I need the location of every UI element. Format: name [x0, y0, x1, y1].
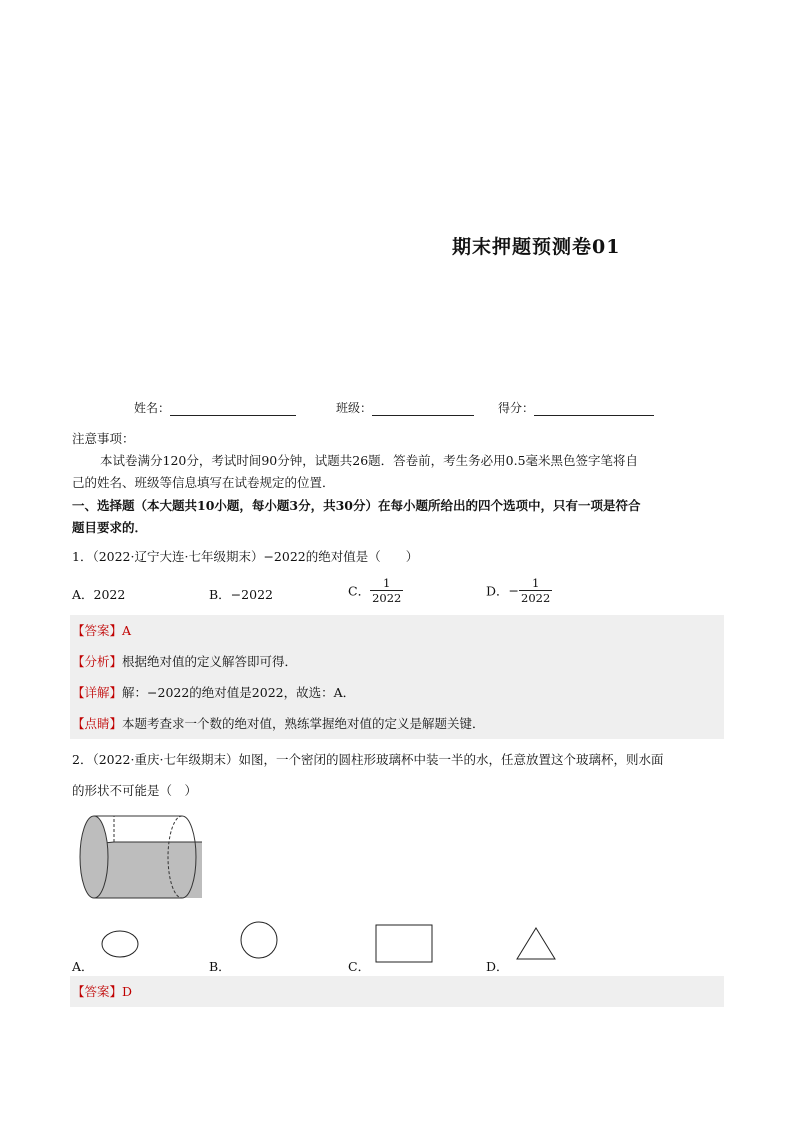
q1-option-c-denominator: 2022	[372, 591, 402, 605]
section1-line1: 一、选择题（本大题共10小题，每小题3分，共30分）在每小题所给出的四个选项中，只有一项是符合	[72, 498, 641, 513]
q2-option-b-label: B．	[209, 959, 231, 974]
name-field	[134, 399, 296, 416]
circle-shape-icon	[238, 920, 282, 962]
q1-comment-text: 本题考查求一个数的绝对值，熟练掌握绝对值的定义是解题关键．	[122, 716, 485, 731]
q1-option-d-label: D．	[486, 583, 509, 599]
q1-comment-tag: 【点睛】	[72, 716, 123, 731]
q1-option-d-sign: −	[508, 583, 520, 598]
class-label: 班级：	[336, 401, 373, 415]
q2-answer-value: D	[122, 984, 133, 999]
q1-detail-text: 解：−2022的绝对值是2022，故选：A．	[122, 685, 356, 700]
q1-option-c-numerator: 1	[383, 576, 391, 590]
q2-stem-line1: 2．（2022·重庆·七年级期末）如图，一个密闭的圆柱形玻璃杯中装一半的水，任意放置这个玻璃杯，则水面	[72, 752, 664, 767]
q1-option-a-label: A．	[72, 587, 94, 602]
class-blank	[372, 402, 474, 416]
q1-option-c-label: C．	[348, 583, 371, 599]
q1-analysis-tag: 【分析】	[72, 654, 123, 669]
q1-analysis-row	[70, 646, 724, 677]
q1-comment-row	[70, 708, 724, 739]
q1-option-b-value: −2022	[230, 587, 273, 602]
q1-option-a	[72, 585, 125, 603]
triangle-shape-icon	[516, 926, 558, 962]
page-title: 期末押题预测卷01	[452, 236, 621, 258]
q1-stem: 1．（2022·辽宁大连·七年级期末）−2022的绝对值是（ ）	[72, 549, 419, 564]
q1-detail-tag: 【详解】	[72, 685, 123, 700]
q1-option-a-value: 2022	[93, 587, 126, 602]
q1-analysis-text: 根据绝对值的定义解答即可得．	[122, 654, 298, 669]
q1-answer-block	[70, 615, 724, 739]
ellipse-shape-icon	[100, 928, 142, 960]
name-blank	[170, 402, 296, 416]
score-field	[498, 399, 654, 416]
section1-line2: 题目要求的．	[72, 520, 148, 535]
q1-option-d	[486, 576, 552, 605]
notice-heading: 注意事项：	[72, 431, 135, 446]
score-blank	[534, 402, 654, 416]
q1-option-b-label: B．	[209, 587, 231, 602]
q1-detail-row	[70, 677, 724, 708]
q1-option-c-fraction	[370, 576, 403, 605]
q1-option-b	[209, 585, 273, 603]
class-field	[336, 399, 474, 416]
q2-answer-block	[70, 976, 724, 1007]
cylinder-left-end	[80, 816, 108, 898]
q1-answer-tag: 【答案】	[72, 623, 123, 638]
rectangle-shape-icon	[375, 924, 435, 964]
q1-option-c	[348, 576, 403, 605]
q2-stem-line2: 的形状不可能是（ ）	[72, 783, 198, 798]
q2-option-a-label: A．	[72, 959, 94, 974]
notice-line1: 本试卷满分120分，考试时间90分钟，试题共26题．答卷前，考生务必用0.5毫米黑色签字笔将自	[100, 453, 639, 468]
score-label: 得分：	[498, 401, 535, 415]
name-label: 姓名：	[134, 401, 171, 415]
q1-answer-row	[70, 615, 724, 646]
q1-option-d-denominator: 2022	[521, 591, 551, 605]
q1-answer-value: A	[122, 623, 132, 638]
cylinder-glass-figure	[74, 810, 206, 910]
notice-line2: 己的姓名、班级等信息填写在试卷规定的位置．	[72, 475, 335, 490]
q1-option-d-fraction	[519, 576, 552, 605]
q1-option-d-numerator: 1	[531, 576, 540, 590]
q2-answer-tag: 【答案】	[72, 984, 123, 999]
q2-option-c-label: C．	[348, 959, 371, 974]
q2-option-d-label: D．	[486, 959, 509, 974]
water-fill	[94, 842, 202, 898]
q2-answer-row	[70, 976, 724, 1007]
